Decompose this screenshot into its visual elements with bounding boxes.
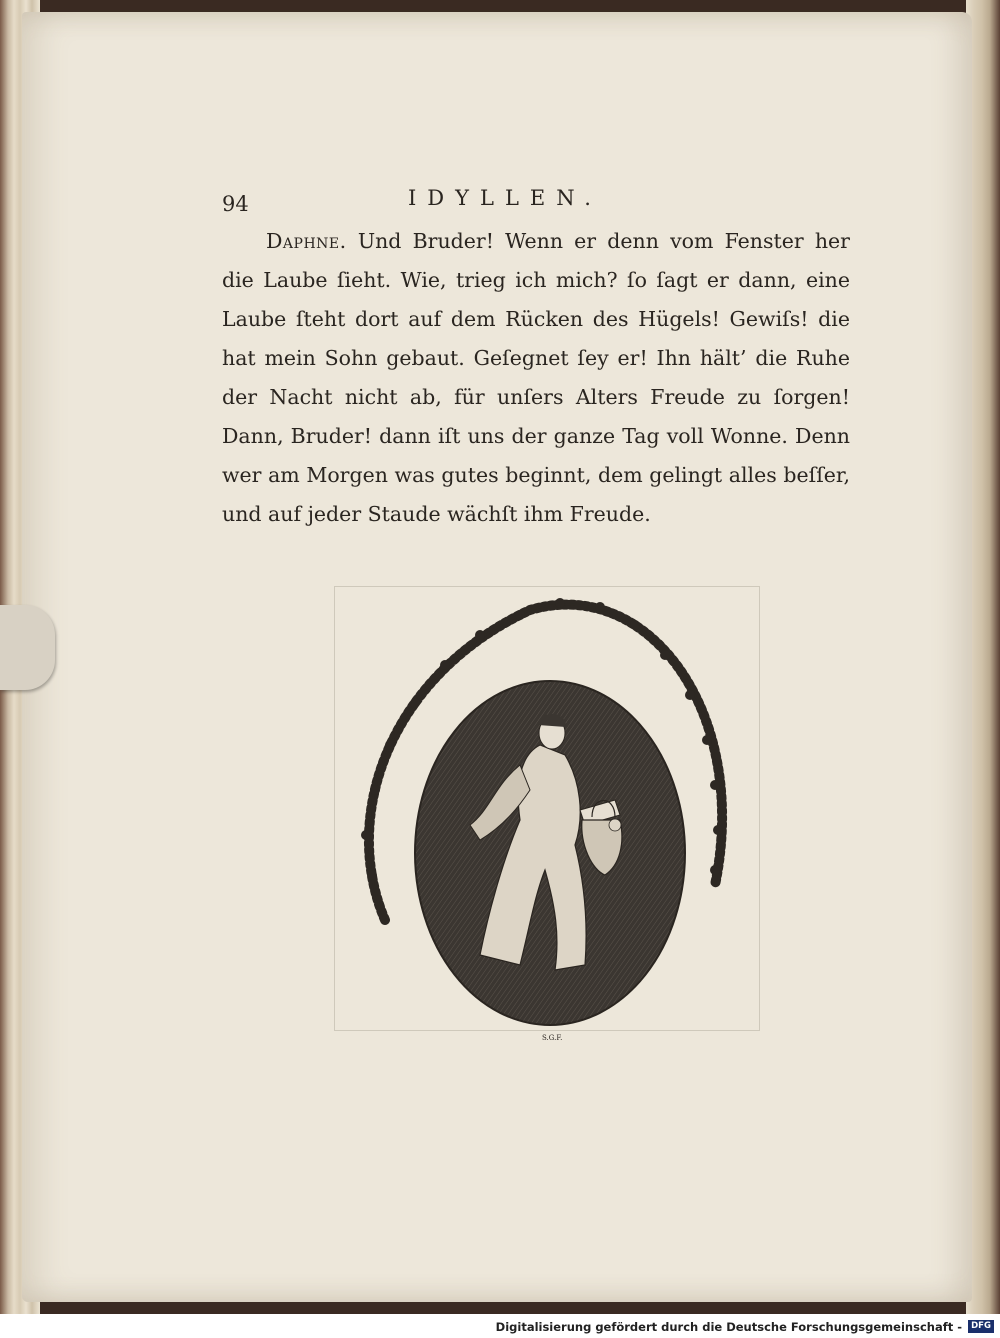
body-paragraph [222,222,850,534]
digitization-footer [0,1314,1000,1338]
page-number: 94 [222,192,249,216]
paragraph-text: Und Bruder! Wenn er denn vom Fenster her die Laube ſieht. Wie, trieg ich mich? ſo ſagt er dann, eine Laube ſteht dort auf dem Rücken des Hügels! Gewiſs! die hat mein Sohn gebaut. Geſegnet ſey er! Ihn hält’ die Ruhe der Nacht nicht ab, für unſers Alters Freude zu ſorgen! Dann, Bruder! dann iſt uns der ganze Tag voll Wonne. Denn wer am Morgen was gutes beginnt, dem gelingt alles beſſer, und auf jeder Staude wächſt ihm Freude. [222,229,850,526]
dfg-logo: DFG [968,1320,994,1333]
funding-credit: Digitalisierung gefördert durch die Deutsche Forschungsgemeinschaft - [495,1320,962,1334]
page-clip [0,605,55,690]
engraver-signature: S.G.F. [542,1034,563,1042]
text-block [222,186,850,534]
page-header-title: IDYLLEN. [408,186,602,210]
speaker-name: Daphne. [266,229,347,253]
running-head [222,186,850,222]
engraved-vignette [330,585,754,1042]
